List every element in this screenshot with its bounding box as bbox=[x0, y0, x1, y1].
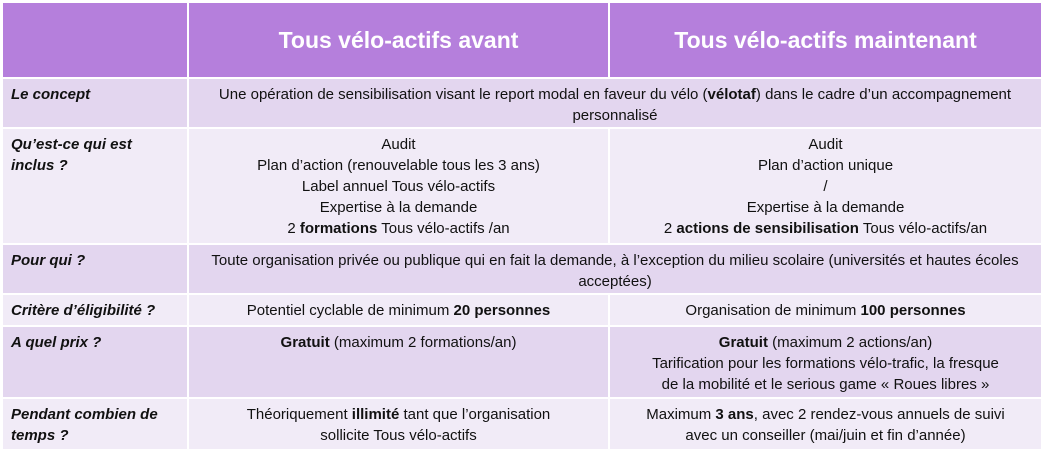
cell-prix-avant: Gratuit (maximum 2 formations/an) bbox=[188, 326, 609, 398]
cell-inclus-maintenant: Audit Plan d’action unique / Expertise à la demande 2 actions de sensibilisation Tous vélo-actifs/an bbox=[609, 128, 1042, 244]
row-inclus bbox=[2, 128, 1042, 244]
cell-prix-maintenant: Gratuit (maximum 2 actions/an) Tarification pour les formations vélo-trafic, la fresque de la mobilité et le serious game « Roues libres » bbox=[609, 326, 1042, 398]
row-label-concept: Le concept bbox=[2, 78, 188, 128]
row-concept bbox=[2, 78, 1042, 128]
cell-pour-qui: Toute organisation privée ou publique qui en fait la demande, à l’exception du milieu scolaire (universités et hautes écoles acceptées) bbox=[188, 244, 1042, 294]
cell-inclus-avant: Audit Plan d’action (renouvelable tous les 3 ans) Label annuel Tous vélo-actifs Expertise à la demande 2 formations Tous vélo-actifs /an bbox=[188, 128, 609, 244]
cell-duree-avant: Théoriquement illimité tant que l’organisation sollicite Tous vélo-actifs bbox=[188, 398, 609, 450]
cell-duree-maintenant: Maximum 3 ans, avec 2 rendez-vous annuels de suivi avec un conseiller (mai/juin et fin d’année) bbox=[609, 398, 1042, 450]
row-label-prix: A quel prix ? bbox=[2, 326, 188, 398]
row-prix bbox=[2, 326, 1042, 398]
row-label-critere: Critère d’éligibilité ? bbox=[2, 294, 188, 326]
row-label-pour-qui: Pour qui ? bbox=[2, 244, 188, 294]
header-corner-cell bbox=[2, 2, 188, 78]
cell-concept: Une opération de sensibilisation visant le report modal en faveur du vélo (vélotaf) dans le cadre d’un accompagnement personnalisé bbox=[188, 78, 1042, 128]
row-label-inclus: Qu’est-ce qui est inclus ? bbox=[2, 128, 188, 244]
comparison-table bbox=[1, 1, 1042, 451]
row-label-duree: Pendant combien de temps ? bbox=[2, 398, 188, 450]
header-col-maintenant: Tous vélo-actifs maintenant bbox=[609, 2, 1042, 78]
row-pour-qui bbox=[2, 244, 1042, 294]
header-row bbox=[2, 2, 1042, 78]
row-duree bbox=[2, 398, 1042, 450]
bold-velotaf: vélotaf bbox=[707, 86, 756, 103]
cell-critere-maintenant: Organisation de minimum 100 personnes bbox=[609, 294, 1042, 326]
cell-critere-avant: Potentiel cyclable de minimum 20 personnes bbox=[188, 294, 609, 326]
row-critere bbox=[2, 294, 1042, 326]
header-col-avant: Tous vélo-actifs avant bbox=[188, 2, 609, 78]
